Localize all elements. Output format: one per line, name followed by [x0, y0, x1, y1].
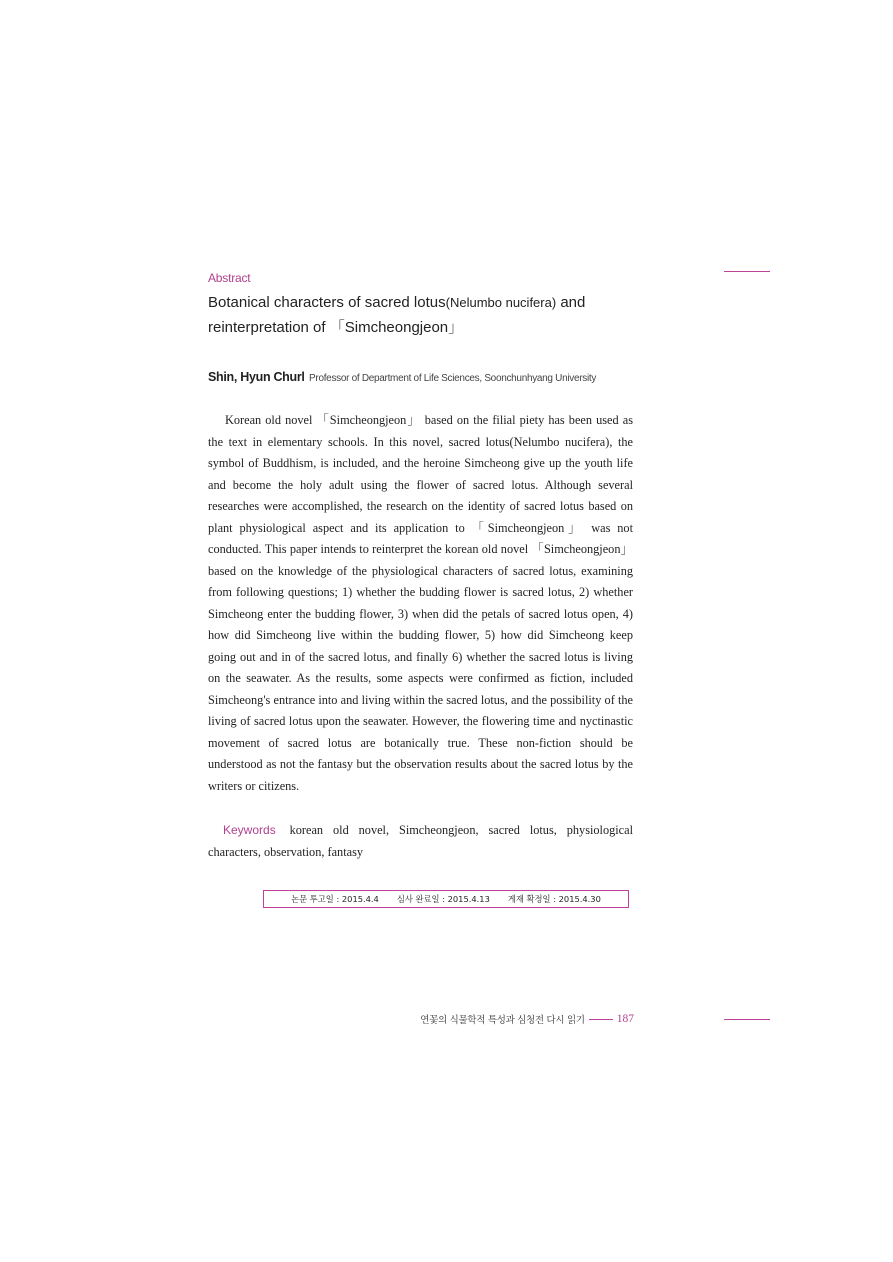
date-accepted: 게재 확정일 : 2015.4.30 [507, 894, 601, 904]
keywords-label: Keywords [223, 823, 276, 837]
page-number: 187 [616, 1013, 634, 1025]
author-line [208, 368, 596, 386]
running-title: 연꽃의 식물학적 특성과 심청전 다시 읽기 [420, 1015, 585, 1026]
title-scientific-name: (Nelumbo nucifera) [445, 295, 557, 310]
abstract-body: Korean old novel 「Simcheongjeon」 based on the filial piety has been used as the text in elementary schools. In this novel, sacred lotus(Nelumbo nucifera), the symbol of Buddhism, is included, and the heroine Simcheong give up the youth life and become the holy adult using the flower of sacred lotus. Although several researches were accomplished, the research on the identity of sacred lotus based on plant physiological aspect and its application to 「Simcheongjeon」 was not conducted. This paper intends to reinterpret the korean old novel 「Simcheongjeon」 based on the knowledge of the physiological characters of sacred lotus, examining from following questions; 1) whether the budding flower is sacred lotus, 2) whether Simcheong enter the budding flower, 3) when did the petals of sacred lotus open, 4) how did Simcheong live within the budding flower, 5) how did Simcheong keep going out and in of the sacred lotus, and finally 6) whether the sacred lotus is living on the seawater. As the results, some aspects were confirmed as fiction, included Simcheong's entrance into and living within the sacred lotus, and the possibility of the living of sacred lotus upon the seawater. However, the flowering time and nyctinastic movement of sacred lotus are botanically true. These non-fiction should be understood as not the fantasy but the observation results about the sacred lotus by the writers or citizens. [208, 413, 633, 793]
footer-dash [589, 1019, 613, 1020]
bottom-accent-rule [724, 1019, 770, 1020]
author-name: Shin, Hyun Churl [208, 370, 305, 384]
author-affiliation: Professor of Department of Life Sciences, Soonchunhyang University [309, 373, 597, 384]
keywords-text: korean old novel, Simcheongjeon, sacred lotus, physiological characters, observation, fantasy [208, 823, 634, 859]
date-reviewed: 심사 완료일 : 2015.4.13 [396, 894, 490, 904]
page-footer [380, 1012, 634, 1026]
title-line-2: reinterpretation of 「Simcheongjeon」 [208, 319, 464, 336]
submission-dates-box [263, 890, 629, 908]
top-accent-rule [724, 271, 770, 272]
keywords-paragraph [208, 820, 633, 863]
title-part: Botanical characters of sacred lotus [208, 294, 446, 311]
title-part: and [556, 294, 586, 311]
paper-title [208, 290, 638, 340]
abstract-label: Abstract [208, 271, 251, 285]
date-submitted: 논문 투고일 : 2015.4.4 [291, 894, 379, 904]
